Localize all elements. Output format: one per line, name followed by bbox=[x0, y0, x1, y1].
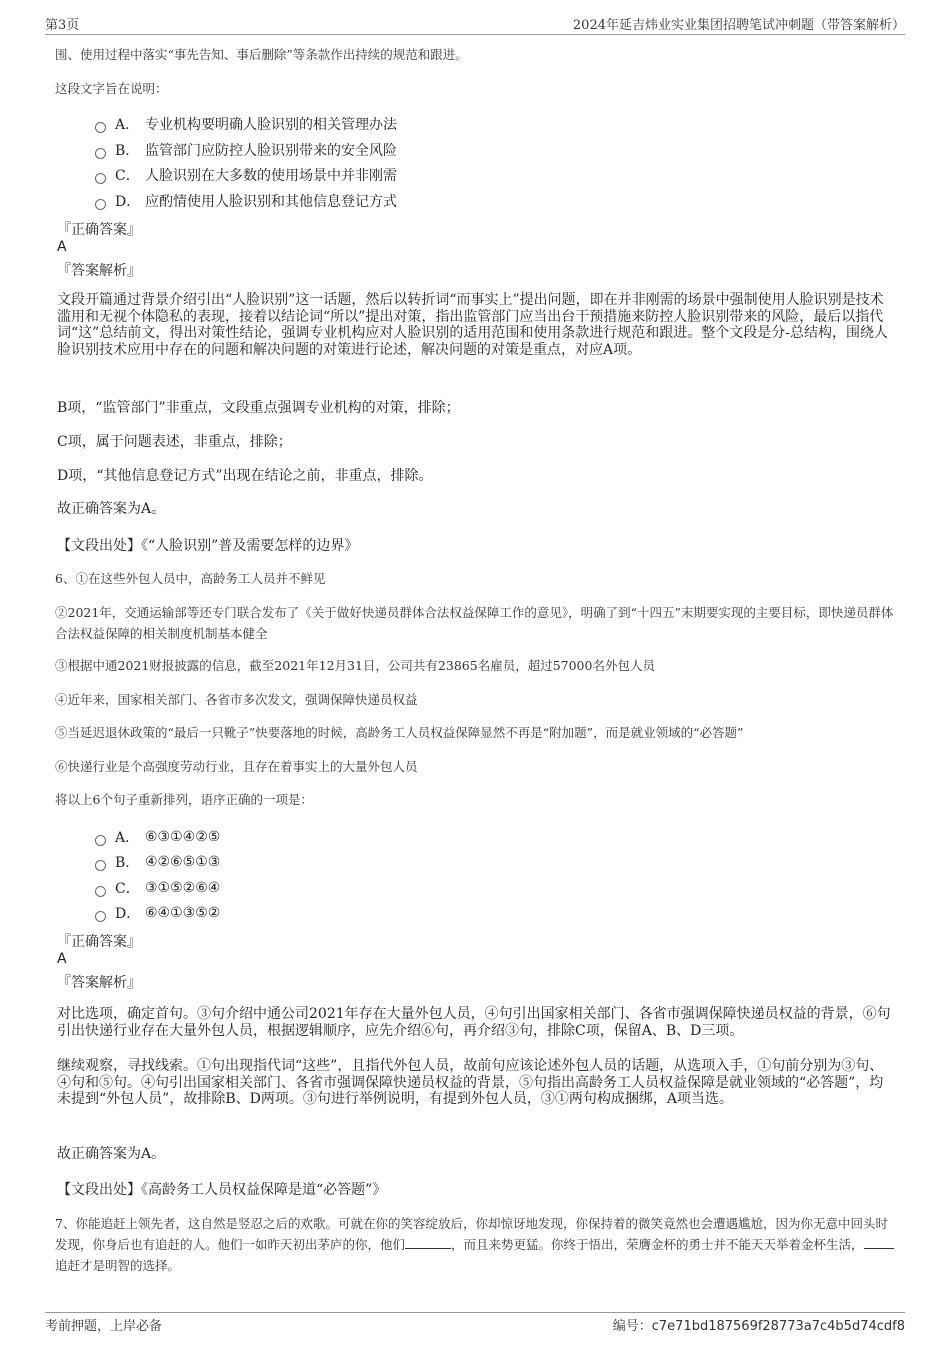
sentence: ④近年来，国家相关部门、各省市多次发文，强调保障快递员权益 bbox=[55, 692, 418, 707]
radio-icon[interactable] bbox=[95, 199, 106, 210]
option-letter: A． bbox=[115, 830, 140, 846]
analysis-paragraph: 文段开篇通过背景介绍引出“人脸识别”这一话题，然后以转折词“而事实上”提出问题，即在并非刚需的场景中强制使用人脸识别是技术滥用和无视个体隐私的表现，接着以结论词“所以”提出对策，指出监管部门应当出台干预措施来防控人脸识别带来的风险，最后以指代词“这”总结前文，得出对策性结论，强调专业机构应对人脸识别的适用范围和使用条款进行规范和跟进。整个文段是分-总结构，围绕人脸识别技术应用中存在的问题和解决问题的对策进行论述，解决问题的对策是重点，对应A项。 bbox=[57, 292, 889, 358]
option-text: 专业机构要明确人脸识别的相关管理办法 bbox=[145, 117, 397, 133]
question-text: 7、你能追赶上领先者，这自然是竖忍之后的欢歌。可就在你的笑容绽放后，你却惊讶地发现，你保持着的微笑竟然也会遭遇尴尬，因为你无意中回头时发现，你身后也有追赶的人。他们一如昨天初出茅庐的你，他们 bbox=[55, 1216, 888, 1252]
option-letter: A． bbox=[115, 117, 140, 133]
option-letter: D． bbox=[115, 906, 141, 922]
radio-icon[interactable] bbox=[95, 911, 106, 922]
question-7-text bbox=[55, 1213, 895, 1276]
source-citation: 【文段出处】《高龄务工人员权益保障是道“必答题”》 bbox=[57, 1182, 387, 1198]
document-title: 2024年延吉炜业实业集团招聘笔试冲刺题（带答案解析） bbox=[572, 18, 905, 33]
radio-icon[interactable] bbox=[95, 886, 106, 897]
document-id: 编号：c7e71bd187569f28773a7c4b5d74cdf8 bbox=[612, 1319, 905, 1334]
option-d[interactable] bbox=[95, 190, 397, 212]
option-letter: B． bbox=[115, 855, 140, 871]
radio-icon[interactable] bbox=[95, 835, 106, 846]
option-c[interactable] bbox=[95, 164, 397, 186]
analysis-paragraph: 对比选项，确定首句。③句介绍中通公司2021年存在大量外包人员，④句引出国家相关部门、各省市强调保障快递员权益的背景，⑥句引出快递行业存在大量外包人员，根据逻辑顺序，应先介绍⑥句，再介绍③句，排除C项，保留A、B、D三项。 bbox=[57, 1006, 891, 1039]
analysis-paragraph: D项，“其他信息登记方式”出现在结论之前，非重点，排除。 bbox=[57, 468, 433, 484]
option-c[interactable] bbox=[95, 877, 220, 899]
answer-label: 『正确答案』 bbox=[57, 934, 141, 950]
question-prompt: 将以上6个句子重新排列，语序正确的一项是： bbox=[55, 792, 313, 807]
analysis-paragraph: B项，“监管部门”非重点，文段重点强调专业机构的对策，排除； bbox=[57, 400, 460, 416]
footer-slogan: 考前押题，上岸必备 bbox=[45, 1319, 163, 1334]
analysis-label: 『答案解析』 bbox=[57, 975, 141, 991]
question-text: 追赶才是明智的选择。 bbox=[55, 1258, 181, 1273]
option-letter: D． bbox=[115, 194, 141, 210]
analysis-label: 『答案解析』 bbox=[57, 263, 141, 279]
option-letter: C． bbox=[115, 881, 140, 897]
sentence: ③根据中通2021财报披露的信息，截至2021年12月31日，公司共有23865名雇员，超过57000名外包人员 bbox=[55, 658, 655, 673]
radio-icon[interactable] bbox=[95, 148, 106, 159]
option-text: 人脸识别在大多数的使用场景中并非刚需 bbox=[145, 168, 397, 184]
source-citation: 【文段出处】《“人脸识别”普及需要怎样的边界》 bbox=[57, 538, 359, 554]
option-letter: C． bbox=[115, 168, 140, 184]
question-text-tail: 围、使用过程中落实“事先告知、事后删除”等条款作出持续的规范和跟进。 bbox=[55, 47, 468, 62]
option-d[interactable] bbox=[95, 902, 220, 924]
answer-value: A bbox=[57, 951, 67, 967]
analysis-paragraph: 继续观察，寻找线索。①句出现指代词“这些”，且指代外包人员，故前句应该论述外包人员的话题，从选项入手，①句前分别为③句、④句和⑤句。④句引出国家相关部门、各省市强调保障快递员权益的背景，⑤句指出高龄务工人员权益保障是就业领域的“必答题”，均未提到“外包人员”，故排除B、D两项。③句进行举例说明，有提到外包人员，③①两句构成捆绑，A项当选。 bbox=[57, 1058, 884, 1107]
option-text: 应酌情使用人脸识别和其他信息登记方式 bbox=[145, 194, 397, 210]
option-text: ④②⑥⑤①③ bbox=[145, 854, 221, 870]
sentence: ⑤当延迟退休政策的“最后一只靴子”快要落地的时候，高龄务工人员权益保障显然不再是“附加题”，而是就业领域的“必答题” bbox=[55, 725, 744, 740]
page-header bbox=[45, 12, 905, 35]
fill-blank[interactable] bbox=[864, 1235, 894, 1249]
sentence: ⑥快递行业是个高强度劳动行业，且存在着事实上的大量外包人员 bbox=[55, 759, 418, 774]
question-text: ，而且来势更猛。你终于悟出，荣膺金杯的勇士并不能天天举着金杯生活， bbox=[451, 1237, 864, 1252]
analysis-paragraph: C项，属于问题表述，非重点，排除； bbox=[57, 434, 292, 450]
option-text: 监管部门应防控人脸识别带来的安全风险 bbox=[145, 143, 397, 159]
fill-blank[interactable] bbox=[405, 1235, 451, 1249]
answer-value: A bbox=[57, 239, 67, 255]
option-letter: B． bbox=[115, 143, 140, 159]
radio-icon[interactable] bbox=[95, 860, 106, 871]
radio-icon[interactable] bbox=[95, 122, 106, 133]
sentence: 6、①在这些外包人员中，高龄务工人员并不鲜见 bbox=[55, 571, 326, 586]
page-number: 第3页 bbox=[45, 18, 80, 33]
option-a[interactable] bbox=[95, 113, 397, 135]
analysis-conclusion: 故正确答案为A。 bbox=[57, 1146, 166, 1162]
analysis-conclusion: 故正确答案为A。 bbox=[57, 501, 166, 517]
answer-label: 『正确答案』 bbox=[57, 222, 141, 238]
option-text: ⑥④①③⑤② bbox=[145, 905, 221, 921]
option-a[interactable] bbox=[95, 826, 220, 848]
option-text: ③①⑤②⑥④ bbox=[145, 880, 221, 896]
sentence: ②2021年，交通运输部等还专门联合发布了《关于做好快递员群体合法权益保障工作的意见》，明确了到“十四五”末期要实现的主要目标，即快递员群体合法权益保障的相关制度机制基本健全 bbox=[55, 605, 894, 641]
option-b[interactable] bbox=[95, 851, 220, 873]
question-prompt: 这段文字旨在说明： bbox=[55, 81, 168, 96]
option-b[interactable] bbox=[95, 139, 397, 161]
page-footer bbox=[45, 1312, 905, 1335]
radio-icon[interactable] bbox=[95, 173, 106, 184]
option-text: ⑥③①④②⑤ bbox=[145, 829, 221, 845]
